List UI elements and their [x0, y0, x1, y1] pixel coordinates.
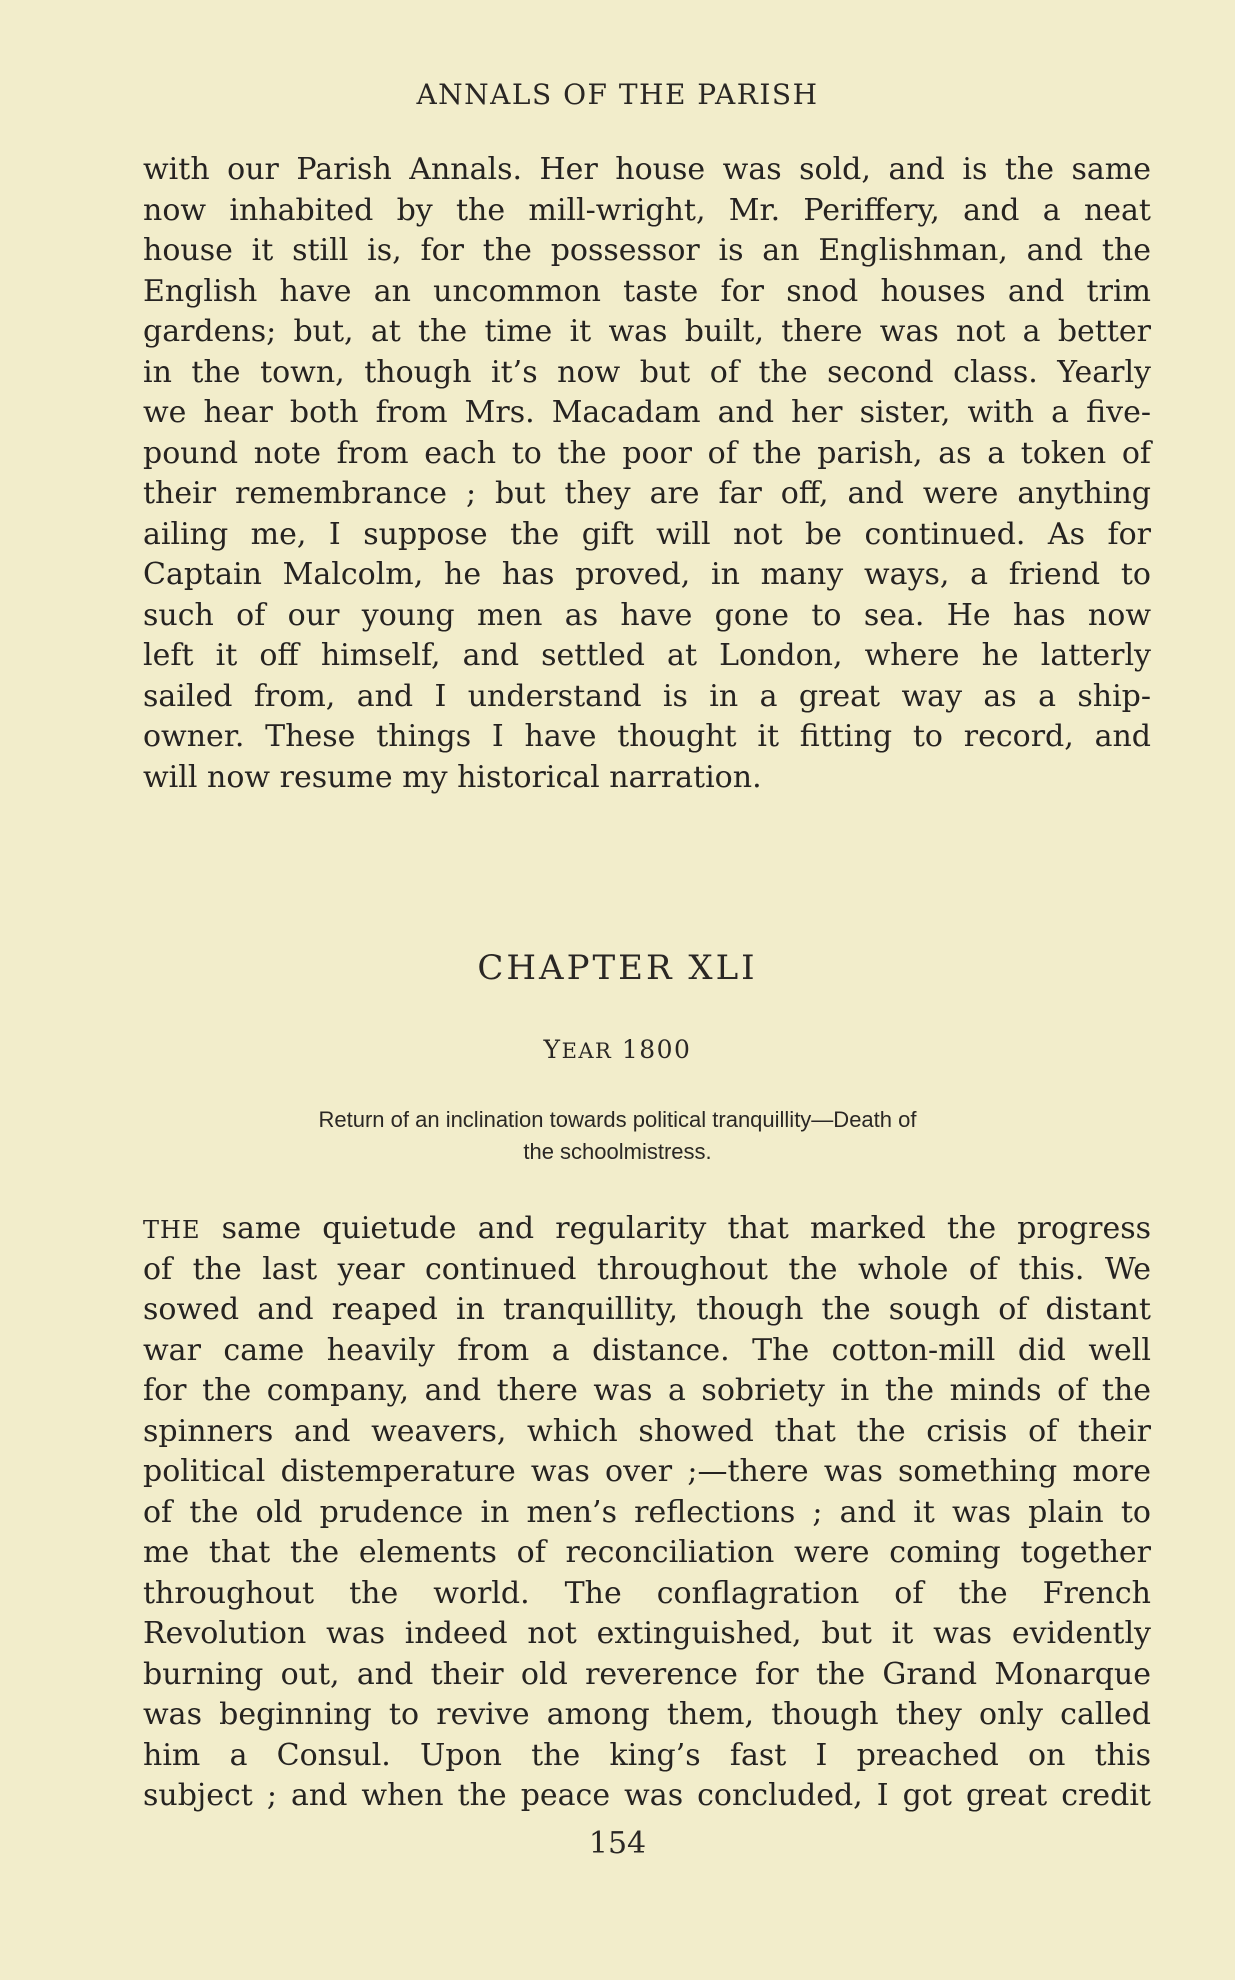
text-line: Revolution was indeed not extinguished, but it was evidently [143, 1616, 1151, 1651]
lead-word: THE [143, 1216, 201, 1244]
year-word: EAR [561, 1039, 613, 1063]
text-line: subject ; and when the peace was concluded, I got great credit [143, 1778, 1151, 1813]
text-line: owner. These things I have thought it fitting to record, and [143, 719, 1151, 754]
text-line: ailing me, I suppose the gift will not be continued. As for [143, 516, 1151, 552]
chapter-title: CHAPTER XLI [477, 948, 758, 988]
text-line: we hear both from Mrs. Macadam and her sister, with a five- [143, 395, 1151, 430]
text-line: will now resume my historical narration. [143, 759, 762, 795]
text-line: Captain Malcolm, he has proved, in many ways, a friend to [143, 557, 1151, 592]
paragraph-2 [143, 1209, 1151, 1817]
paragraph-1 [143, 150, 1151, 798]
chapter-year [0, 1035, 1235, 1064]
summary-line: the schoolmistress. [523, 1139, 712, 1164]
text-line: in the town, though it’s now but of the second class. Yearly [143, 354, 1151, 390]
text-line: for the company, and there was a sobriety in the minds of the [143, 1373, 1151, 1408]
text-line: burning out, and their old reverence for the Grand Monarque [143, 1656, 1151, 1692]
text-line: political distemperature was over ;—there was something more [143, 1454, 1151, 1489]
text-line: me that the elements of reconciliation were coming together [143, 1535, 1151, 1570]
summary-line: Return of an inclination towards political tranquillity—Death of [318, 1107, 917, 1132]
text-line: such of our young men as have gone to sea. He has now [143, 597, 1151, 633]
text-line: sowed and reaped in tranquillity, though the sough of distant [143, 1292, 1151, 1327]
text-line: was beginning to revive among them, though they only called [143, 1697, 1151, 1732]
text-line: gardens; but, at the time it was built, there was not a better [143, 314, 1151, 349]
text-line: spinners and weavers, which showed that the crisis of their [143, 1413, 1151, 1449]
text-line: with our Parish Annals. Her house was sold, and is the same [143, 152, 1151, 187]
text-line: pound note from each to the poor of the parish, as a token of [143, 435, 1151, 471]
text-line: now inhabited by the mill-wright, Mr. Periffery, and a neat [143, 192, 1151, 228]
text-line: him a Consul. Upon the king’s fast I preached on this [143, 1737, 1151, 1773]
first-line-text: same quietude and regularity that marked the progress [200, 1211, 1151, 1246]
text-line: throughout the world. The conflagration of the French [143, 1575, 1151, 1611]
text-line: English have an uncommon taste for snod houses and trim [143, 273, 1151, 309]
text-line: of the last year continued throughout the whole of this. We [143, 1251, 1151, 1287]
page-number: 154 [588, 1826, 647, 1861]
text-line: house it still is, for the possessor is an Englishman, and the [143, 233, 1151, 268]
text-line: war came heavily from a distance. The cotton-mill did well [143, 1332, 1151, 1368]
year-number: 1800 [621, 1035, 692, 1064]
text-line: left it off himself, and settled at London, where he latterly [143, 638, 1151, 673]
text-line: of the old prudence in men’s reflections ; and it was plain to [143, 1494, 1151, 1530]
text-line: their remembrance ; but they are far off, and were anything [143, 476, 1151, 511]
text-line: sailed from, and I understand is in a great way as a ship- [143, 678, 1151, 714]
year-initial: Y [543, 1035, 562, 1064]
text-line-first [143, 1209, 1151, 1250]
running-head: ANNALS OF THE PARISH [416, 78, 819, 111]
chapter-summary [0, 1104, 1235, 1168]
